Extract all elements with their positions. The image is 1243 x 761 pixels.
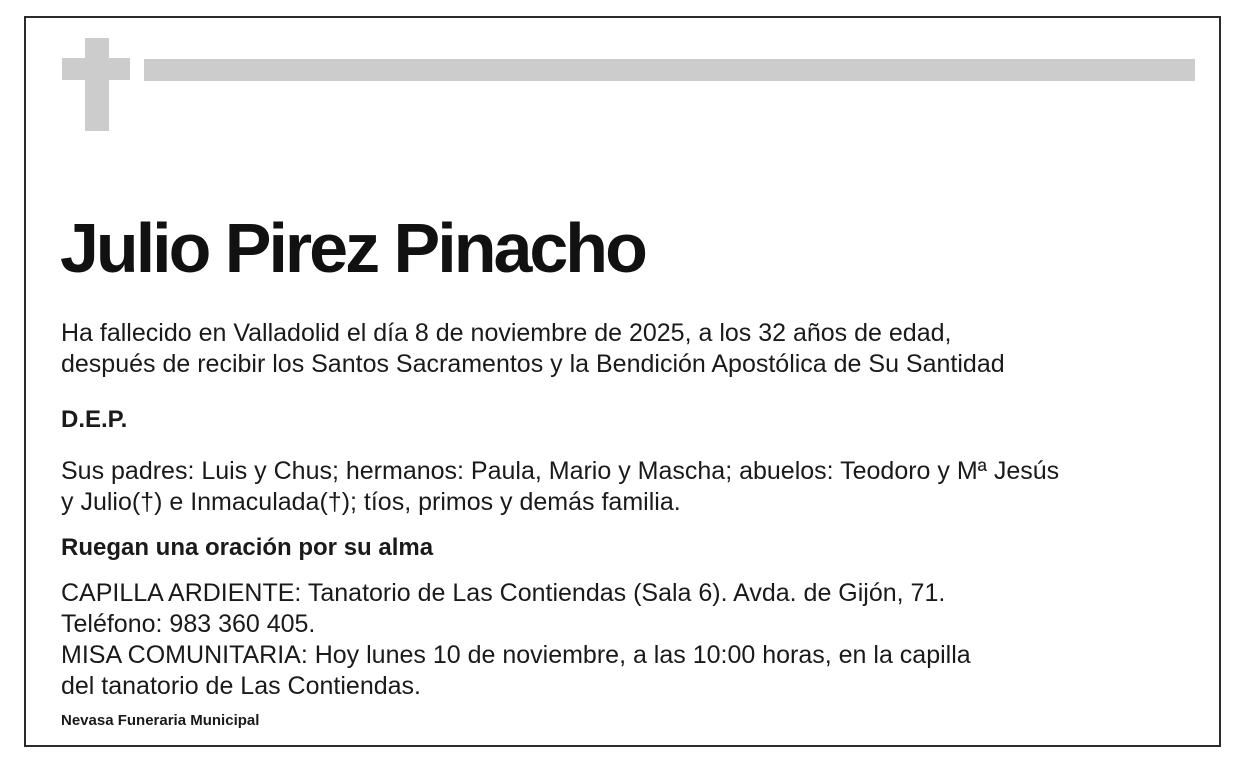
family-list [61,456,1059,518]
family-line: y Julio(†) e Inmaculada(†); tíos, primos y demás familia. [61,488,681,516]
announcement-line: después de recibir los Santos Sacramentos y la Bendición Apostólica de Su Santidad [61,350,1005,378]
service-line: MISA COMUNITARIA: Hoy lunes 10 de noviembre, a las 10:00 horas, en la capilla [61,641,971,669]
service-details [61,578,971,702]
family-line: Sus padres: Luis y Chus; hermanos: Paula, Mario y Mascha; abuelos: Teodoro y Mª Jesús [61,457,1060,485]
funeral-home: Nevasa Funeraria Municipal [61,712,260,729]
cross-icon-vertical [85,38,109,131]
service-line: Teléfono: 983 360 405. [61,610,316,638]
header-rule [144,59,1195,81]
prayer-request: Ruegan una oración por su alma [61,534,434,561]
announcement-line: Ha fallecido en Valladolid el día 8 de noviembre de 2025, a los 32 años de edad, [61,319,952,347]
deceased-name: Julio Pirez Pinacho [60,209,645,287]
announcement [61,318,1005,380]
service-line: CAPILLA ARDIENTE: Tanatorio de Las Contiendas (Sala 6). Avda. de Gijón, 71. [61,579,946,607]
cross-icon-horizontal [62,58,130,80]
service-line: del tanatorio de Las Contiendas. [61,672,421,700]
rip-label: D.E.P. [61,406,128,433]
